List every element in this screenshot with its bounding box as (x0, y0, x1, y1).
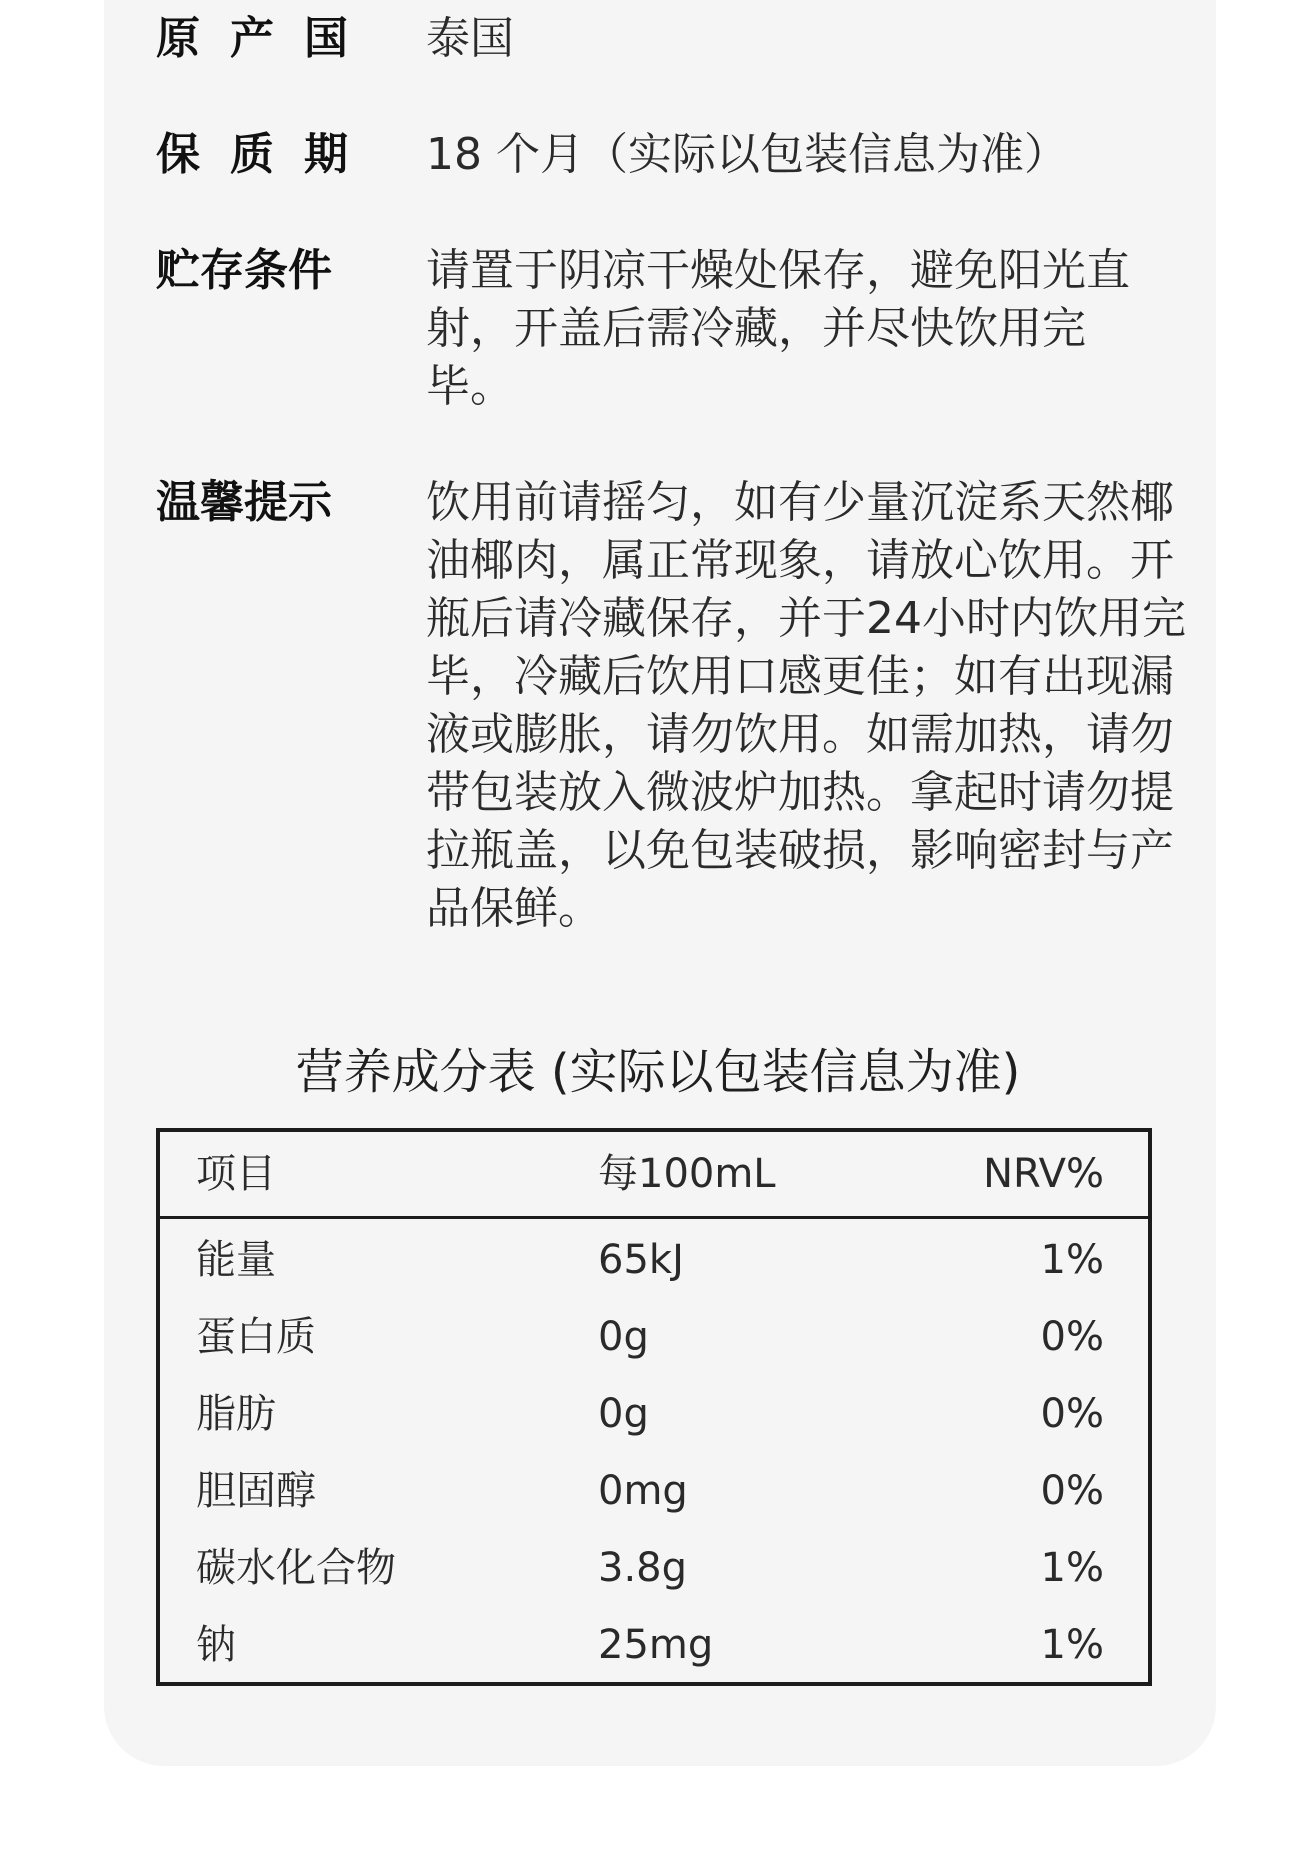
table-row (160, 1538, 1148, 1598)
row-item: 蛋白质 (196, 1314, 316, 1360)
row-nrv: 1% (1040, 1545, 1104, 1591)
row-amount: 0mg (598, 1468, 688, 1514)
origin-value: 泰国 (426, 13, 514, 64)
row-item: 胆固醇 (196, 1468, 316, 1514)
shelf-life-value: 18 个月（实际以包装信息为准） (426, 129, 1068, 180)
table-row (160, 1461, 1148, 1521)
row-amount: 25mg (598, 1622, 714, 1668)
tips-row (156, 474, 1186, 938)
tips-value: 饮用前请摇匀，如有少量沉淀系天然椰油椰肉，属正常现象，请放心饮用。开瓶后请冷藏保存，并于24小时内饮用完毕，冷藏后饮用口感更佳；如有出现漏液或膨胀，请勿饮用。如需加热，请勿带包装放入微波炉加热。拿起时请勿提拉瓶盖，以免包装破损，影响密封与产品保鲜。 (426, 477, 1186, 934)
row-amount: 65kJ (598, 1237, 684, 1283)
row-nrv: 1% (1040, 1237, 1104, 1283)
row-item: 脂肪 (196, 1391, 276, 1437)
header-item: 项目 (196, 1151, 276, 1197)
table-row (160, 1230, 1148, 1290)
tips-label: 温馨提示 (156, 477, 332, 528)
row-amount: 0g (598, 1314, 649, 1360)
header-nrv: NRV% (983, 1151, 1104, 1197)
row-nrv: 0% (1040, 1468, 1104, 1514)
table-row (160, 1384, 1148, 1444)
table-row (160, 1307, 1148, 1367)
row-item: 钠 (196, 1622, 236, 1668)
storage-row (156, 242, 1166, 416)
row-nrv: 0% (1040, 1314, 1104, 1360)
header-amount: 每100mL (598, 1151, 776, 1197)
nutrition-table-header (160, 1132, 1148, 1219)
row-nrv: 0% (1040, 1391, 1104, 1437)
shelf-life-label: 保质期 (156, 129, 378, 180)
storage-value: 请置于阴凉干燥处保存，避免阳光直射，开盖后需冷藏，并尽快饮用完毕。 (426, 245, 1130, 412)
row-amount: 3.8g (598, 1545, 688, 1591)
table-row (160, 1615, 1148, 1675)
row-item: 碳水化合物 (196, 1545, 396, 1591)
row-nrv: 1% (1040, 1622, 1104, 1668)
origin-label: 原产国 (156, 13, 378, 64)
storage-label: 贮存条件 (156, 245, 332, 296)
nutrition-table-title: 营养成分表 (实际以包装信息为准) (295, 1044, 1021, 1100)
row-amount: 0g (598, 1391, 649, 1437)
shelf-life-row (156, 126, 1186, 184)
origin-row (156, 10, 1186, 68)
row-item: 能量 (196, 1237, 276, 1283)
nutrition-table (156, 1128, 1152, 1686)
